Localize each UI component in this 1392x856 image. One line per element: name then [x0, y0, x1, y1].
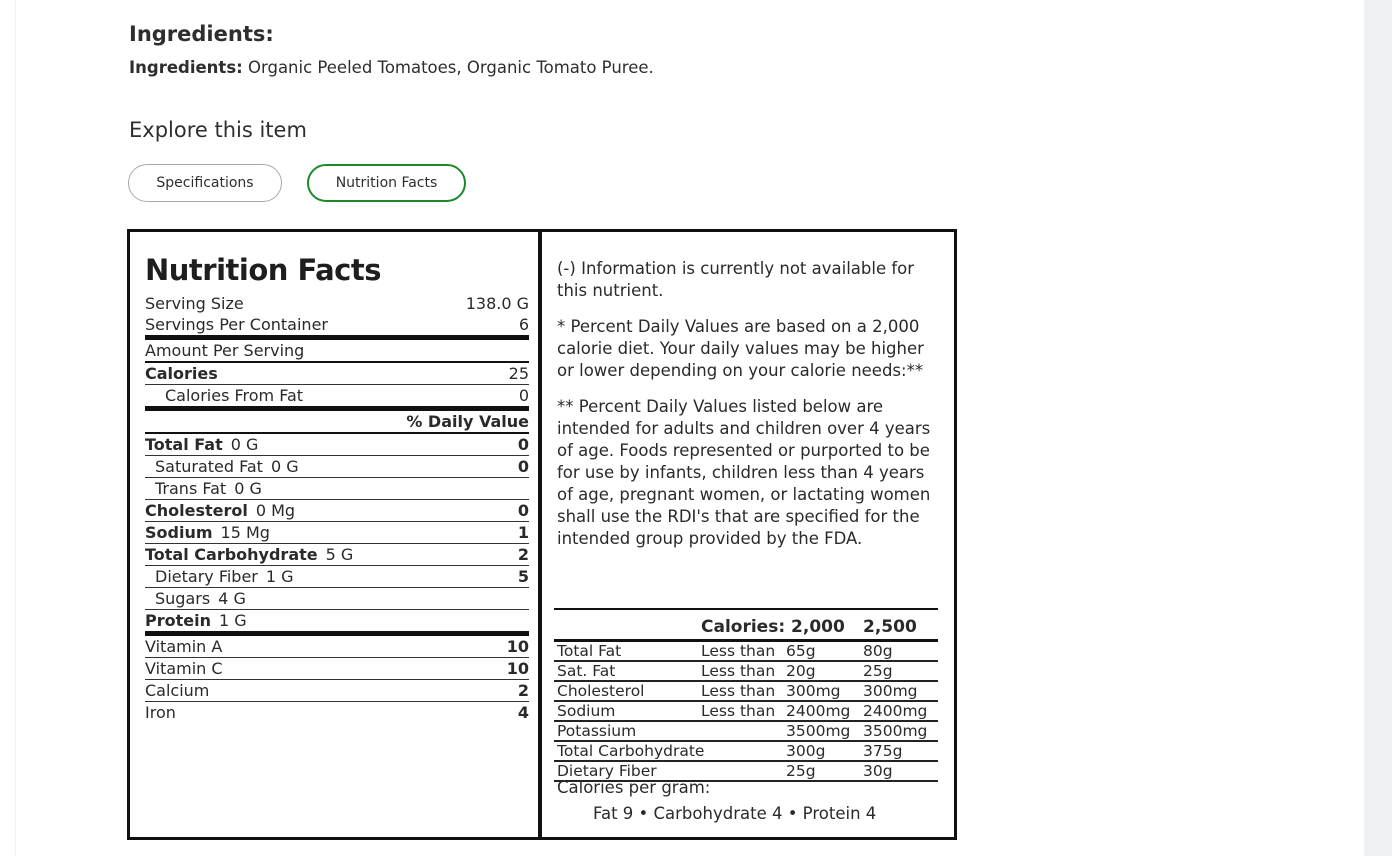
nutrient-name — [145, 566, 294, 587]
dv-name: Dietary Fiber — [557, 762, 657, 780]
dv-name: Total Fat — [557, 642, 622, 660]
nutrient-row — [145, 456, 529, 478]
nutrient-label: Total Fat — [145, 435, 223, 454]
dv-calories-header: Calories: 2,000 — [701, 617, 845, 637]
nutrient-amount: 0 G — [230, 435, 259, 454]
dv-col2-header: 2,500 — [863, 617, 917, 637]
nutrient-row — [145, 544, 529, 566]
daily-value-row — [554, 742, 938, 762]
nutrient-name — [145, 588, 246, 609]
dv-name: Potassium — [557, 722, 637, 740]
nutrient-label: Dietary Fiber — [155, 567, 258, 586]
note-adults: ** Percent Daily Values listed below are intended for adults and children over 4 years of age. Foods represented or purported to be for use by infants, children less than 4 years of age, pregnant women, or lactating women shall use the RDI's that are specified for the intended group provided by the FDA. — [557, 397, 931, 548]
serving-size-row — [145, 293, 529, 314]
dv-header-row — [145, 411, 529, 434]
note-percent-daily: * Percent Daily Values are based on a 2,000 calorie diet. Your daily values may be higher or lower depending on your calorie needs:** — [557, 317, 924, 380]
vitamin-rows — [145, 636, 529, 723]
dv-name: Cholesterol — [557, 682, 645, 700]
vitamin-name: Calcium — [145, 681, 210, 700]
dv-qualifier: Less than — [701, 662, 776, 680]
page-edge-line — [15, 0, 16, 856]
nutrient-dv: 0 — [517, 435, 529, 454]
dv-value-2000: 65g — [786, 642, 816, 660]
dv-value-2500: 30g — [863, 762, 893, 780]
nutrient-name — [145, 434, 258, 455]
vitamin-row — [145, 680, 529, 702]
amount-label: Amount Per Serving — [145, 341, 305, 360]
scrollbar-track[interactable] — [1364, 0, 1392, 856]
ingredients-label: Ingredients: — [129, 58, 243, 77]
daily-value-row — [554, 662, 938, 682]
nutrient-amount: 15 Mg — [220, 523, 270, 542]
serving-size-label: Serving Size — [145, 294, 244, 313]
nutrient-name — [145, 478, 262, 499]
vitamin-dv: 4 — [517, 703, 529, 722]
amount-row — [145, 340, 529, 363]
dv-value-2500: 300mg — [863, 682, 918, 700]
explore-heading: Explore this item — [129, 118, 307, 142]
dv-value-2000: 2400mg — [786, 702, 851, 720]
dv-qualifier: Less than — [701, 682, 776, 700]
nutrient-row — [145, 588, 529, 610]
nutrient-name — [145, 544, 353, 565]
panel-divider — [538, 229, 542, 840]
dv-value-2000: 3500mg — [786, 722, 851, 740]
nutrient-amount: 4 G — [218, 589, 246, 608]
nutrient-rows — [145, 434, 529, 636]
vitamin-row — [145, 702, 529, 723]
dv-value-2500: 80g — [863, 642, 893, 660]
nutrient-row — [145, 500, 529, 522]
ingredients-text — [129, 58, 654, 77]
nutrient-name — [145, 456, 299, 477]
dv-name: Total Carbohydrate — [557, 742, 705, 760]
nutrient-label: Sugars — [155, 589, 211, 608]
nutrition-facts-title: Nutrition Facts — [145, 253, 381, 287]
calories-fat-label: Calories From Fat — [165, 386, 304, 405]
nutrient-label: Protein — [145, 611, 211, 630]
daily-value-row — [554, 642, 938, 662]
dv-value-2500: 375g — [863, 742, 903, 760]
calories-per-gram-label: Calories per gram: — [557, 778, 711, 797]
servings-label: Servings Per Container — [145, 315, 328, 334]
nutrient-amount: 5 G — [325, 545, 354, 564]
dv-name: Sodium — [557, 702, 616, 720]
nutrient-dv: 0 — [517, 457, 529, 476]
nutrient-dv: 5 — [517, 567, 529, 586]
nutrient-amount: 1 G — [265, 567, 294, 586]
nutrient-row — [145, 566, 529, 588]
calories-row — [145, 363, 529, 385]
vitamin-name: Iron — [145, 703, 176, 722]
dv-value-2000: 300g — [786, 742, 826, 760]
daily-value-row — [554, 722, 938, 742]
serving-size-value: 138.0 G — [465, 294, 529, 313]
daily-value-row — [554, 702, 938, 722]
vitamin-row — [145, 658, 529, 680]
note-unavailable: (-) Information is currently not available for this nutrient. — [557, 259, 915, 300]
nutrient-dv: 2 — [517, 545, 529, 564]
tab-nutrition-facts[interactable]: Nutrition Facts — [307, 164, 466, 202]
nutrient-label: Cholesterol — [145, 501, 248, 520]
nutrient-amount: 0 Mg — [255, 501, 296, 520]
vitamin-dv: 10 — [506, 637, 529, 656]
ingredients-list: Organic Peeled Tomatoes, Organic Tomato Puree. — [242, 58, 654, 77]
nutrient-name — [145, 500, 295, 521]
dv-value-2500: 3500mg — [863, 722, 928, 740]
nutrient-amount: 0 G — [234, 479, 262, 498]
nutrient-row — [145, 434, 529, 456]
vitamin-name: Vitamin A — [145, 637, 223, 656]
dv-qualifier: Less than — [701, 642, 776, 660]
nutrient-label: Sodium — [145, 523, 213, 542]
vitamin-dv: 2 — [517, 681, 529, 700]
nutrition-facts-label — [145, 253, 529, 723]
dv-value-2000: 300mg — [786, 682, 841, 700]
nutrient-row — [145, 478, 529, 500]
nutrient-row — [145, 522, 529, 544]
servings-row — [145, 314, 529, 340]
nutrient-name — [145, 522, 270, 543]
nutrient-amount: 1 G — [218, 611, 247, 630]
vitamin-row — [145, 636, 529, 658]
nutrient-label: Trans Fat — [155, 479, 227, 498]
calories-fat-row — [145, 385, 529, 411]
calories-value: 25 — [508, 364, 529, 383]
calories-label: Calories — [145, 364, 218, 383]
nutrient-row — [145, 610, 529, 636]
ingredients-heading: Ingredients: — [129, 22, 274, 46]
nutrition-notes — [557, 258, 941, 564]
dv-name: Sat. Fat — [557, 662, 616, 680]
dv-header: % Daily Value — [406, 412, 529, 431]
nutrient-label: Saturated Fat — [155, 457, 263, 476]
dv-value-2000: 25g — [786, 762, 816, 780]
nutrient-amount: 0 G — [270, 457, 299, 476]
calories-per-gram-values: Fat 9 • Carbohydrate 4 • Protein 4 — [593, 804, 877, 823]
nutrient-name — [145, 610, 247, 631]
calories-fat-value: 0 — [518, 386, 529, 405]
servings-value: 6 — [518, 315, 529, 334]
tab-specifications[interactable]: Specifications — [128, 164, 282, 202]
vitamin-name: Vitamin C — [145, 659, 223, 678]
vitamin-dv: 10 — [506, 659, 529, 678]
daily-value-row — [554, 682, 938, 702]
dv-value-2500: 25g — [863, 662, 893, 680]
daily-values-header — [554, 608, 938, 642]
daily-values-rows — [554, 642, 938, 782]
nutrient-label: Total Carbohydrate — [145, 545, 318, 564]
nutrient-dv: 1 — [517, 523, 529, 542]
nutrient-dv: 0 — [517, 501, 529, 520]
dv-value-2000: 20g — [786, 662, 816, 680]
dv-qualifier: Less than — [701, 702, 776, 720]
dv-value-2500: 2400mg — [863, 702, 928, 720]
daily-values-table — [554, 608, 938, 782]
